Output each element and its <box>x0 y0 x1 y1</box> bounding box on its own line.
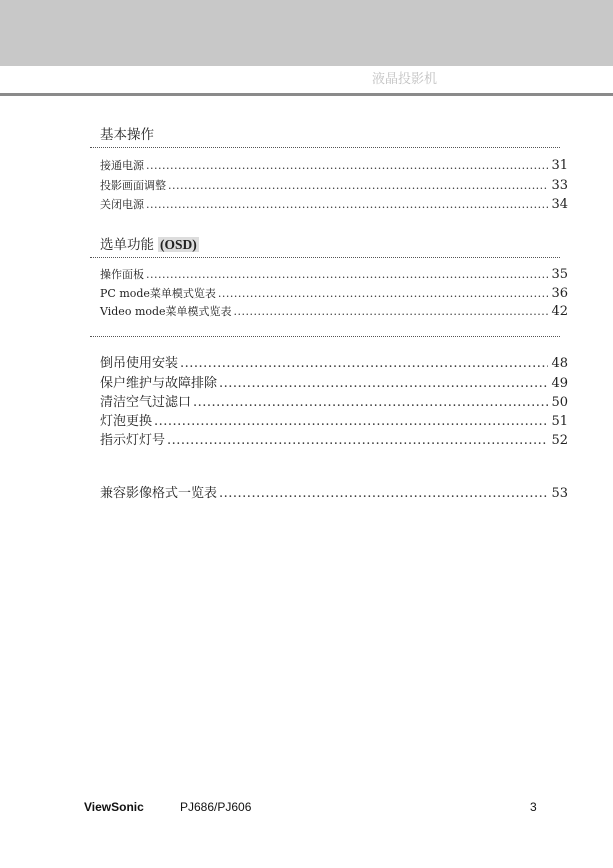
toc-item-label: 接通电源 <box>100 159 144 172</box>
toc-item[interactable] <box>100 196 568 214</box>
toc-item-label: Video mode菜单模式览表 <box>100 305 232 318</box>
header-band <box>0 0 613 66</box>
toc-item-page: 53 <box>551 486 568 501</box>
toc-leader <box>168 179 548 192</box>
toc-item-page: 48 <box>551 356 568 371</box>
toc-leader <box>219 486 548 501</box>
osd-badge: (OSD) <box>160 237 197 252</box>
toc-item-label: 关闭电源 <box>100 198 144 211</box>
footer-model: PJ686/PJ606 <box>180 800 252 814</box>
toc-item[interactable] <box>100 177 568 195</box>
toc-item-page: 42 <box>551 304 568 319</box>
toc-leader <box>218 287 548 300</box>
toc-leader <box>154 414 548 429</box>
toc-leader <box>167 433 548 448</box>
toc-item-page: 50 <box>551 395 568 410</box>
toc-item-page: 51 <box>551 414 568 429</box>
toc-item-label: PC mode菜单模式览表 <box>100 287 216 300</box>
toc-leader <box>219 376 548 391</box>
section-heading-label: 选单功能 <box>100 237 154 253</box>
toc-item[interactable] <box>100 391 568 409</box>
footer-brand: ViewSonic <box>84 800 144 814</box>
section-divider <box>90 147 560 148</box>
section-heading-basic: 基本操作 <box>100 127 154 143</box>
toc-leader <box>146 159 548 172</box>
toc-item-label: 投影画面调整 <box>100 179 166 192</box>
toc-item-page: 31 <box>551 158 568 173</box>
toc-item[interactable] <box>100 352 568 370</box>
toc-item-label: 保户维护与故障排除 <box>100 376 218 391</box>
toc-item-page: 35 <box>551 267 568 282</box>
toc-item-label: 倒吊使用安装 <box>100 356 179 371</box>
toc-item-page: 33 <box>551 178 568 193</box>
section-heading-menu <box>100 233 199 253</box>
toc-item-page: 36 <box>551 286 568 301</box>
toc-leader <box>234 305 548 318</box>
toc-item-page: 34 <box>551 197 568 212</box>
toc-item-label: 指示灯灯号 <box>100 433 166 448</box>
toc-item-label: 操作面板 <box>100 268 144 281</box>
toc-leader <box>180 356 548 371</box>
toc-item[interactable] <box>100 429 568 447</box>
toc-item-label: 灯泡更换 <box>100 414 153 429</box>
toc-item[interactable] <box>100 303 568 321</box>
toc-item[interactable] <box>100 285 568 303</box>
section-divider <box>90 336 560 337</box>
toc-item-label: 兼容影像格式一览表 <box>100 486 218 501</box>
header-rule <box>0 93 613 96</box>
toc-item-page: 52 <box>551 433 568 448</box>
toc-leader <box>146 198 548 211</box>
section-divider <box>90 257 560 258</box>
toc-item[interactable] <box>100 157 568 175</box>
toc-item[interactable] <box>100 372 568 390</box>
footer-page-number: 3 <box>530 800 537 814</box>
toc-item-label: 清洁空气过滤口 <box>100 395 192 410</box>
toc-leader <box>146 268 548 281</box>
toc-item-page: 49 <box>551 376 568 391</box>
toc-leader <box>193 395 548 410</box>
header-title: 液晶投影机 <box>372 72 438 87</box>
toc-item[interactable] <box>100 266 568 284</box>
toc-item[interactable] <box>100 482 568 500</box>
toc-item[interactable] <box>100 410 568 428</box>
